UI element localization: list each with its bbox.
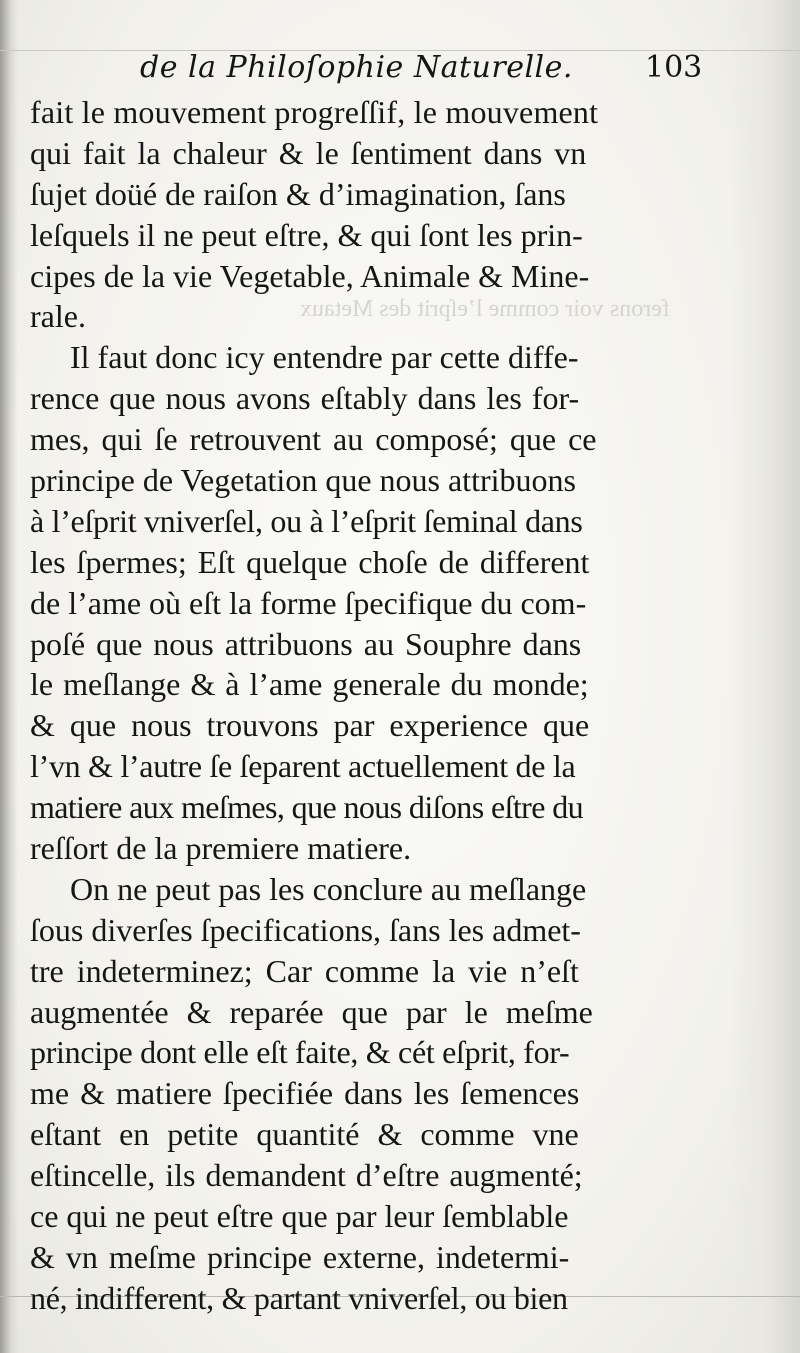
text-line: eſtincelle, ils demandent d’eſtre augmenté; <box>30 1157 583 1194</box>
text-line: On ne peut pas les conclure au meſlange <box>70 870 587 907</box>
text-line: qui fait la chaleur & le ſentiment dans vn <box>30 134 587 171</box>
text-line: augmentée & reparée que par le meſme <box>30 993 593 1030</box>
text-line: cipes de la vie Vegetable, Animale & Mine- <box>30 257 590 294</box>
text-line: ce qui ne peut eſtre que par leur ſemblable <box>30 1198 569 1235</box>
text-line: rence que nous avons eſtably dans les for- <box>30 380 580 417</box>
text-line: reſſort de la premiere matiere. <box>30 830 412 867</box>
text-line: l’vn & l’autre ſe ſeparent actuellement de la <box>30 748 576 785</box>
text-line: le meſlange & à l’ame generale du monde; <box>30 666 589 703</box>
text-line: Il faut donc icy entendre par cette diffe- <box>70 339 579 376</box>
text-line: rale. <box>30 298 86 335</box>
page-edge-shadow <box>730 0 800 1353</box>
page-number: 103 <box>645 50 703 85</box>
text-line: & vn meſme principe externe, indetermi- <box>30 1238 570 1275</box>
page-gutter-shadow <box>0 0 18 1353</box>
show-through-text: ferons voir comme l’eſprit des Metaux <box>300 296 670 322</box>
running-head: de la Philoſophie Naturelle. <box>140 50 573 85</box>
text-line: à l’eſprit vniverſel, ou à l’eſprit ſeminal dans <box>30 502 583 539</box>
text-line: leſquels il ne peut eſtre, & qui ſont les prin- <box>30 216 583 253</box>
text-line: né, indifferent, & partant vniverſel, ou bien <box>30 1279 568 1316</box>
body-text <box>30 92 710 1319</box>
text-line: les ſpermes; Eſt quelque choſe de different <box>30 543 590 580</box>
text-line: mes, qui ſe retrouvent au composé; que ce <box>30 421 597 458</box>
text-line: & que nous trouvons par experience que <box>30 707 590 744</box>
text-line: matiere aux meſmes, que nous diſons eſtre du <box>30 789 584 826</box>
text-line: principe de Vegetation que nous attribuons <box>30 462 576 499</box>
text-line: poſé que nous attribuons au Souphre dans <box>30 625 582 662</box>
text-line: ſujet doüé de raiſon & d’imagination, ſans <box>30 175 566 212</box>
text-line: tre indeterminez; Car comme la vie n’eſt <box>30 952 579 989</box>
text-line: me & matiere ſpecifiée dans les ſemences <box>30 1075 580 1112</box>
text-line: eſtant en petite quantité & comme vne <box>30 1116 579 1153</box>
text-line: principe dont elle eſt faite, & cét eſprit, for- <box>30 1034 570 1071</box>
text-line: ſous diverſes ſpecifications, ſans les admet- <box>30 911 581 948</box>
text-line: de l’ame où eſt la forme ſpecifique du com- <box>30 584 587 621</box>
text-line: fait le mouvement progreſſif, le mouvement <box>30 94 599 130</box>
